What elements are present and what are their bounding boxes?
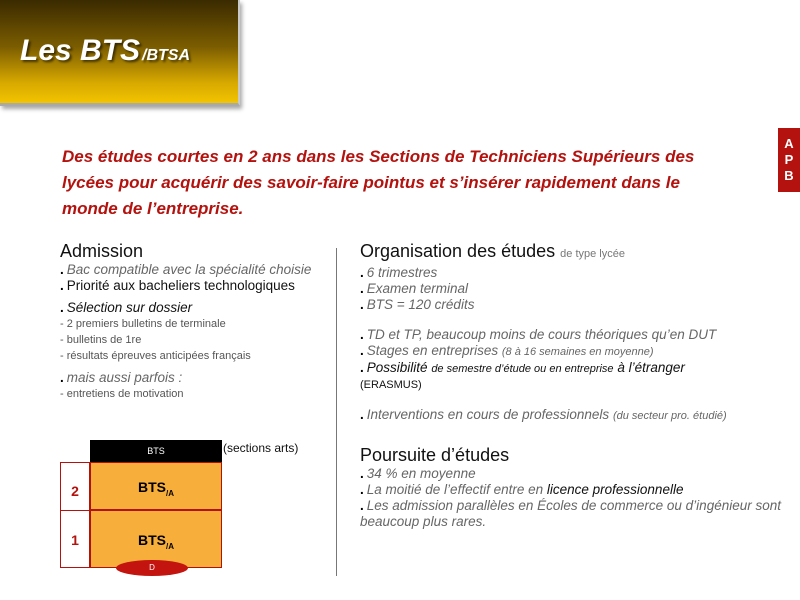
intro-text: Des études courtes en 2 ans dans les Sections de Techniciens Supérieurs des lycées pour acquérir des savoir-faire pointus et s’insérer rapidement dans le monde de l’entreprise. bbox=[62, 147, 695, 218]
diagram-box-sub: /A bbox=[166, 488, 174, 498]
bullet: . bbox=[360, 281, 364, 296]
admission-heading: Admission bbox=[60, 241, 144, 261]
poursuite-item bbox=[360, 498, 790, 530]
poursuite-item-text: 34 % en moyenne bbox=[366, 466, 476, 481]
poursuite-item bbox=[360, 466, 790, 482]
bullet: . bbox=[60, 278, 64, 293]
title-main: Les BTS bbox=[20, 34, 141, 67]
bullet: . bbox=[60, 370, 64, 385]
organisation-item-text: BTS = 120 crédits bbox=[366, 297, 475, 312]
column-divider bbox=[336, 248, 337, 576]
organisation-item-note: (8 à 16 semaines en moyenne) bbox=[501, 346, 654, 358]
diagram-arts-label: (sections arts) bbox=[223, 441, 299, 455]
organisation-item-text: TD et TP, beaucoup moins de cours théoriques qu’en DUT bbox=[366, 327, 717, 342]
erasmus-note: (ERASMUS) bbox=[360, 379, 422, 391]
dossier-line: - résultats épreuves anticipées français bbox=[60, 350, 251, 362]
organisation-item-text: Interventions en cours de professionnels bbox=[366, 407, 610, 422]
apb-badge[interactable] bbox=[778, 128, 800, 192]
organisation-item-text: Possibilité bbox=[366, 360, 428, 375]
bullet: . bbox=[360, 466, 364, 481]
organisation-item bbox=[360, 327, 790, 343]
admission-item bbox=[60, 262, 330, 278]
title-banner bbox=[0, 0, 240, 106]
admission-aussi bbox=[60, 370, 330, 386]
admission-aussi-text: mais aussi parfois : bbox=[66, 370, 183, 385]
diagram-year-2: 2 bbox=[60, 462, 90, 518]
admission-item bbox=[60, 278, 330, 294]
organisation-item-text: 6 trimestres bbox=[366, 265, 438, 280]
diagram-box-year-2 bbox=[90, 462, 222, 510]
poursuite-item-text: Les admission parallèles en Écoles de commerce ou d’ingénieur sont beaucoup plus rares. bbox=[360, 498, 781, 529]
bullet: . bbox=[360, 407, 364, 422]
organisation-item bbox=[360, 281, 790, 297]
diagram-oval: D bbox=[116, 560, 188, 576]
bullet: . bbox=[360, 265, 364, 280]
poursuite-item-text: La moitié de l’effectif entre en bbox=[366, 482, 547, 497]
bullet: . bbox=[360, 343, 364, 358]
organisation-item-text: Stages en entreprises bbox=[366, 343, 499, 358]
organisation-section bbox=[360, 240, 790, 530]
diagram-box-label: BTS bbox=[138, 479, 166, 495]
organisation-item-note: (du secteur pro. étudié) bbox=[612, 410, 727, 422]
bullet: . bbox=[360, 360, 364, 375]
organisation-heading bbox=[360, 240, 790, 265]
admission-item bbox=[60, 300, 330, 316]
diagram-box-sub: /A bbox=[166, 541, 174, 551]
admission-item-text: Sélection sur dossier bbox=[66, 300, 193, 315]
page-title bbox=[20, 34, 190, 68]
bullet: . bbox=[60, 262, 64, 277]
admission-section bbox=[60, 240, 330, 402]
organisation-item bbox=[360, 407, 790, 424]
apb-letter-p: P bbox=[784, 152, 794, 167]
organisation-item-end: à l’étranger bbox=[617, 360, 685, 375]
diagram-year-1: 1 bbox=[60, 510, 90, 568]
dossier-line: - bulletins de 1re bbox=[60, 334, 142, 346]
organisation-item bbox=[360, 343, 790, 360]
bts-diagram bbox=[60, 438, 320, 598]
poursuite-item bbox=[360, 482, 790, 498]
organisation-item bbox=[360, 360, 790, 377]
apb-letter-a: A bbox=[784, 136, 794, 151]
organisation-item-text: Examen terminal bbox=[366, 281, 469, 296]
poursuite-item-highlight: licence professionnelle bbox=[546, 482, 684, 497]
bullet: . bbox=[60, 300, 64, 315]
bullet: . bbox=[360, 297, 364, 312]
organisation-heading-text: Organisation des études bbox=[360, 241, 556, 261]
organisation-item bbox=[360, 297, 790, 313]
dossier-line: - 2 premiers bulletins de terminale bbox=[60, 318, 226, 330]
title-sub: /BTSA bbox=[142, 47, 191, 64]
bullet: . bbox=[360, 482, 364, 497]
diagram-header: BTS bbox=[90, 440, 222, 462]
diagram-box-label: BTS bbox=[138, 532, 166, 548]
organisation-item-note: de semestre d’étude ou en entreprise bbox=[431, 363, 614, 375]
admission-item-text: Priorité aux bacheliers technologiques bbox=[66, 278, 295, 293]
bullet: . bbox=[360, 498, 364, 513]
organisation-item bbox=[360, 265, 790, 281]
organisation-heading-note: de type lycée bbox=[560, 248, 625, 260]
admission-item-text: Bac compatible avec la spécialité choisie bbox=[66, 262, 312, 277]
apb-letter-b: B bbox=[784, 168, 794, 183]
poursuite-heading: Poursuite d’études bbox=[360, 445, 510, 465]
bullet: . bbox=[360, 327, 364, 342]
aussi-detail: - entretiens de motivation bbox=[60, 388, 184, 400]
